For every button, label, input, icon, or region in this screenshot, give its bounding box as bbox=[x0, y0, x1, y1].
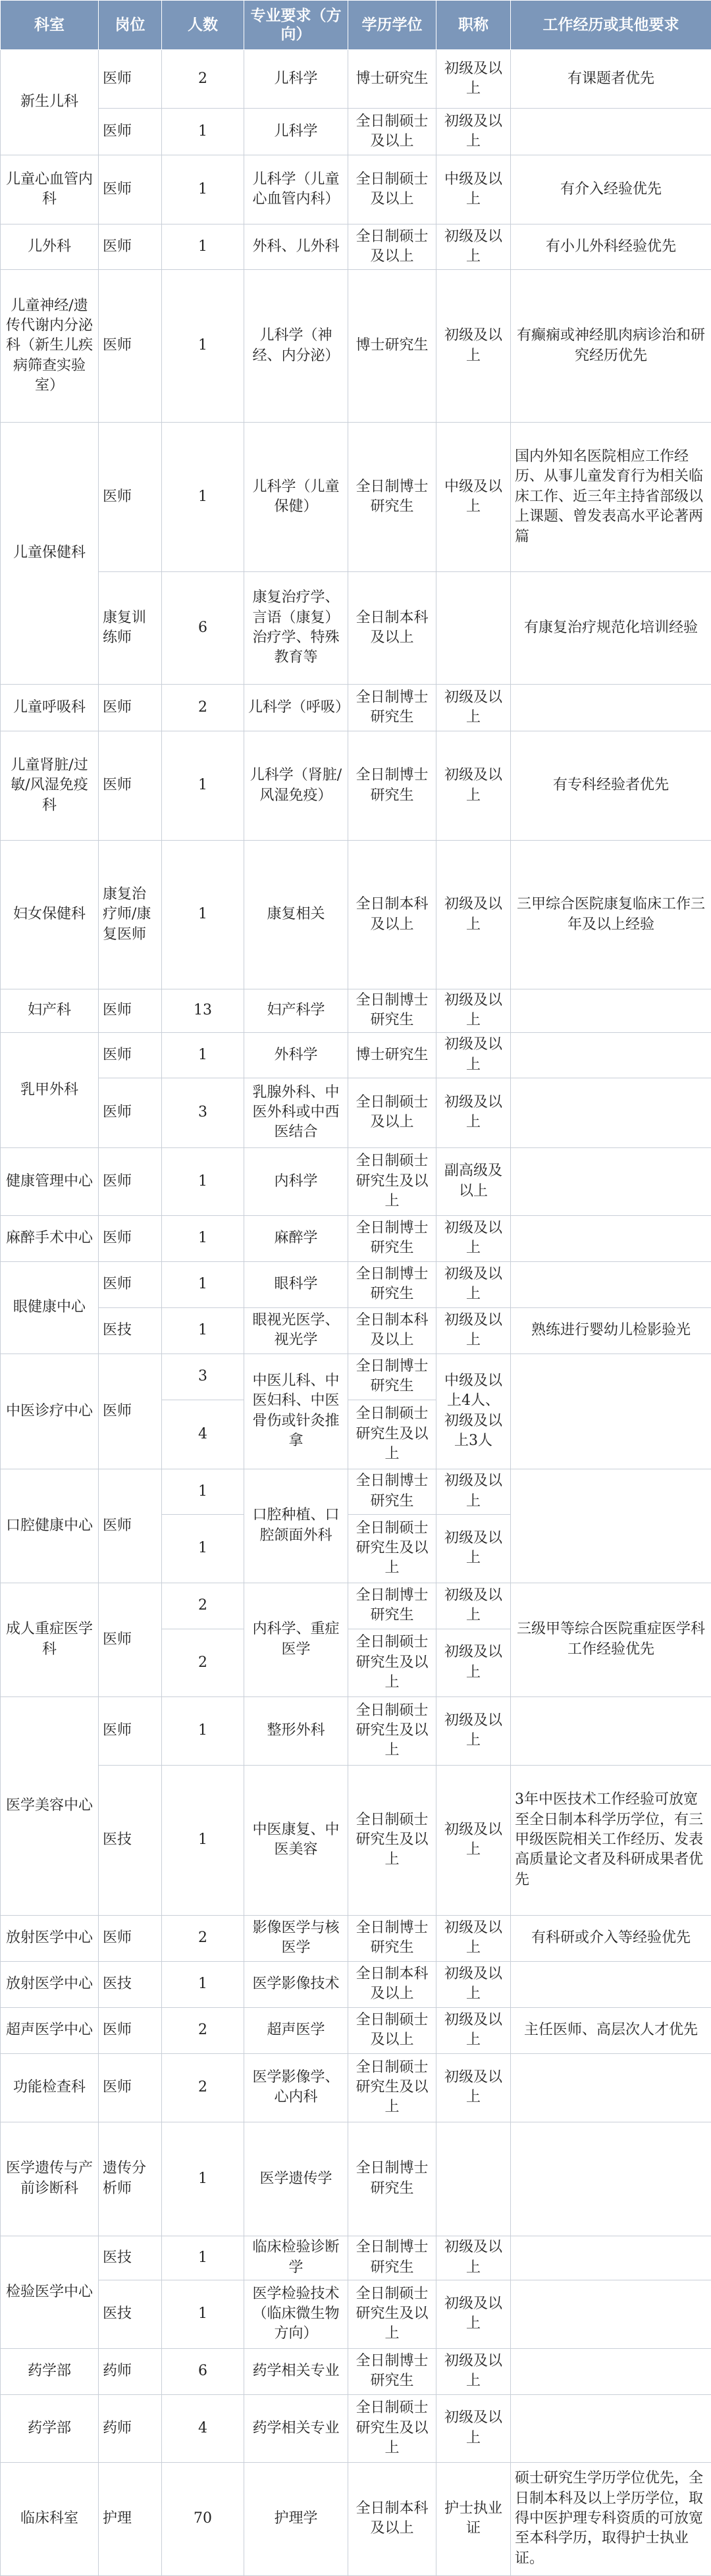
table-cell: 康复治疗师/康复医师 bbox=[99, 841, 162, 989]
table-cell: 初级及以上 bbox=[436, 2007, 511, 2053]
table-cell: 儿外科 bbox=[1, 224, 99, 270]
table-row bbox=[1, 2462, 711, 2575]
table-cell: 医技 bbox=[99, 1765, 162, 1915]
table-row bbox=[1, 2053, 711, 2122]
table-cell: 全日制本科及以上 bbox=[348, 841, 436, 989]
table-cell: 初级及以上 bbox=[436, 270, 511, 423]
table-cell: 儿科学 bbox=[244, 50, 348, 109]
table-cell: 全日制博士研究生 bbox=[348, 423, 436, 572]
table-cell: 全日制硕士研究生及以上 bbox=[348, 2280, 436, 2348]
table-cell: 内科学、重症医学 bbox=[244, 1583, 348, 1696]
table-cell: 全日制博士研究生 bbox=[348, 731, 436, 841]
table-cell: 医师 bbox=[99, 109, 162, 155]
table-cell: 医师 bbox=[99, 989, 162, 1033]
table-row bbox=[1, 1078, 711, 1147]
table-cell: 全日制硕士研究生及以上 bbox=[348, 2053, 436, 2122]
table-cell bbox=[511, 1261, 711, 1307]
table-cell: 全日制博士研究生 bbox=[348, 685, 436, 731]
table-cell: 中医康复、中医美容 bbox=[244, 1765, 348, 1915]
table-cell bbox=[511, 685, 711, 731]
table-cell: 中级及以上 bbox=[436, 423, 511, 572]
table-cell: 70 bbox=[162, 2462, 244, 2575]
table-row bbox=[1, 1147, 711, 1215]
table-cell: 6 bbox=[162, 572, 244, 685]
table-cell: 全日制硕士及以上 bbox=[348, 109, 436, 155]
table-cell: 硕士研究生学历学位优先，全日制本科及以上学历学位，取得中医护理专科资质的可放宽至本科学历，取得护士执业证。 bbox=[511, 2462, 711, 2575]
table-row bbox=[1, 2280, 711, 2348]
table-cell: 影像医学与核医学 bbox=[244, 1915, 348, 1961]
table-cell: 4 bbox=[162, 2394, 244, 2462]
table-cell: 全日制硕士研究生及以上 bbox=[348, 1147, 436, 1215]
table-cell: 医师 bbox=[99, 270, 162, 423]
table-cell bbox=[511, 2348, 711, 2394]
table-cell: 临床科室 bbox=[1, 2462, 99, 2575]
table-cell: 三甲综合医院康复临床工作三年及以上经验 bbox=[511, 841, 711, 989]
table-row bbox=[1, 270, 711, 423]
table-cell: 1 bbox=[162, 1032, 244, 1078]
table-row bbox=[1, 109, 711, 155]
table-cell: 初级及以上 bbox=[436, 2236, 511, 2280]
table-cell: 初级及以上 bbox=[436, 1961, 511, 2007]
table-cell: 中医儿科、中医妇科、中医骨伤或针灸推拿 bbox=[244, 1354, 348, 1469]
table-cell: 医学遗传与产前诊断科 bbox=[1, 2122, 99, 2236]
table-cell: 全日制本科及以上 bbox=[348, 1307, 436, 1354]
table-cell: 初级及以上 bbox=[436, 2394, 511, 2462]
table-cell: 4 bbox=[162, 1400, 244, 1469]
header-department: 科室 bbox=[1, 1, 99, 50]
table-cell bbox=[511, 1078, 711, 1147]
table-cell: 儿童心血管内科 bbox=[1, 155, 99, 224]
table-cell: 全日制硕士及以上 bbox=[348, 2007, 436, 2053]
table-cell: 药师 bbox=[99, 2348, 162, 2394]
table-cell: 医师 bbox=[99, 1696, 162, 1765]
table-cell: 医师 bbox=[99, 224, 162, 270]
table-row bbox=[1, 841, 711, 989]
table-cell: 有介入经验优先 bbox=[511, 155, 711, 224]
table-cell: 国内外知名医院相应工作经历、从事儿童发育行为相关临床工作、近三年主持省部级以上课题、曾发表高水平论著两篇 bbox=[511, 423, 711, 572]
table-cell: 成人重症医学科 bbox=[1, 1583, 99, 1696]
table-row bbox=[1, 1261, 711, 1307]
table-cell: 初级及以上 bbox=[436, 1696, 511, 1765]
table-cell: 有康复治疗规范化培训经验 bbox=[511, 572, 711, 685]
table-cell: 2 bbox=[162, 1629, 244, 1696]
table-cell: 1 bbox=[162, 2236, 244, 2280]
table-row bbox=[1, 685, 711, 731]
header-education: 学历学位 bbox=[348, 1, 436, 50]
table-row bbox=[1, 1583, 711, 1629]
table-cell: 3 bbox=[162, 1354, 244, 1400]
table-cell: 初级及以上 bbox=[436, 2348, 511, 2394]
table-cell: 1 bbox=[162, 155, 244, 224]
table-cell: 1 bbox=[162, 2122, 244, 2236]
table-cell: 眼科学 bbox=[244, 1261, 348, 1307]
table-cell: 中医诊疗中心 bbox=[1, 1354, 99, 1469]
table-cell: 眼视光医学、视光学 bbox=[244, 1307, 348, 1354]
table-cell: 1 bbox=[162, 423, 244, 572]
table-cell: 博士研究生 bbox=[348, 1032, 436, 1078]
table-cell: 中级及以上 bbox=[436, 155, 511, 224]
table-row bbox=[1, 1032, 711, 1078]
table-row bbox=[1, 1696, 711, 1765]
table-cell: 医技 bbox=[99, 2280, 162, 2348]
table-cell bbox=[511, 1147, 711, 1215]
table-cell: 新生儿科 bbox=[1, 50, 99, 155]
table-cell: 遗传分析师 bbox=[99, 2122, 162, 2236]
table-cell: 全日制本科及以上 bbox=[348, 572, 436, 685]
table-cell: 3 bbox=[162, 1078, 244, 1147]
table-cell: 初级及以上 bbox=[436, 989, 511, 1033]
table-cell: 全日制博士研究生 bbox=[348, 2348, 436, 2394]
table-cell: 全日制博士研究生 bbox=[348, 1469, 436, 1514]
table-cell: 1 bbox=[162, 1514, 244, 1583]
table-cell: 口腔健康中心 bbox=[1, 1469, 99, 1583]
table-cell: 初级及以上 bbox=[436, 731, 511, 841]
table-row bbox=[1, 2122, 711, 2236]
table-cell: 三级甲等综合医院重症医学科工作经验优先 bbox=[511, 1583, 711, 1696]
header-row bbox=[1, 1, 711, 50]
table-cell bbox=[511, 2236, 711, 2280]
table-cell: 初级及以上 bbox=[436, 1583, 511, 1629]
table-cell: 儿科学 bbox=[244, 109, 348, 155]
table-cell: 医师 bbox=[99, 2007, 162, 2053]
table-cell: 全日制博士研究生 bbox=[348, 1215, 436, 1261]
header-requirements: 工作经历或其他要求 bbox=[511, 1, 711, 50]
table-cell: 全日制硕士及以上 bbox=[348, 155, 436, 224]
table-cell: 儿童肾脏/过敏/风湿免疫科 bbox=[1, 731, 99, 841]
table-row bbox=[1, 1469, 711, 1514]
table-cell: 全日制硕士及以上 bbox=[348, 224, 436, 270]
table-cell bbox=[511, 1354, 711, 1469]
table-row bbox=[1, 1915, 711, 1961]
table-cell: 眼健康中心 bbox=[1, 1261, 99, 1354]
table-cell: 医师 bbox=[99, 423, 162, 572]
table-row bbox=[1, 1765, 711, 1915]
table-cell: 初级及以上 bbox=[436, 224, 511, 270]
table-cell: 儿科学（肾脏/风湿免疫） bbox=[244, 731, 348, 841]
table-row bbox=[1, 731, 711, 841]
table-cell: 2 bbox=[162, 50, 244, 109]
table-cell: 医技 bbox=[99, 1961, 162, 2007]
table-cell: 儿童神经/遗传代谢内分泌科（新生儿疾病筛查实验室） bbox=[1, 270, 99, 423]
table-cell: 医学美容中心 bbox=[1, 1696, 99, 1915]
table-cell bbox=[511, 1961, 711, 2007]
table-cell: 全日制博士研究生 bbox=[348, 1261, 436, 1307]
table-cell bbox=[511, 989, 711, 1033]
table-cell: 13 bbox=[162, 989, 244, 1033]
table-cell: 临床检验诊断学 bbox=[244, 2236, 348, 2280]
table-row bbox=[1, 1961, 711, 2007]
table-row bbox=[1, 155, 711, 224]
table-cell: 儿童保健科 bbox=[1, 423, 99, 685]
table-cell: 1 bbox=[162, 109, 244, 155]
table-cell: 医师 bbox=[99, 2053, 162, 2122]
table-cell: 超声医学中心 bbox=[1, 2007, 99, 2053]
table-cell: 妇女保健科 bbox=[1, 841, 99, 989]
table-cell: 健康管理中心 bbox=[1, 1147, 99, 1215]
table-cell: 全日制博士研究生 bbox=[348, 1583, 436, 1629]
table-cell: 医师 bbox=[99, 685, 162, 731]
table-cell: 儿科学（儿童保健） bbox=[244, 423, 348, 572]
table-cell: 有科研或介入等经验优先 bbox=[511, 1915, 711, 1961]
table-cell: 初级及以上 bbox=[436, 1915, 511, 1961]
table-cell: 妇产科 bbox=[1, 989, 99, 1033]
table-cell: 1 bbox=[162, 1261, 244, 1307]
table-cell bbox=[511, 1032, 711, 1078]
table-cell: 医师 bbox=[99, 731, 162, 841]
table-cell: 医师 bbox=[99, 1583, 162, 1696]
table-cell: 初级及以上 bbox=[436, 1215, 511, 1261]
table-cell: 医学遗传学 bbox=[244, 2122, 348, 2236]
table-cell: 1 bbox=[162, 1961, 244, 2007]
table-cell: 有专科经验者优先 bbox=[511, 731, 711, 841]
table-cell: 有课题者优先 bbox=[511, 50, 711, 109]
table-cell: 超声医学 bbox=[244, 2007, 348, 2053]
table-cell: 1 bbox=[162, 731, 244, 841]
table-cell: 医师 bbox=[99, 1078, 162, 1147]
table-cell: 乳甲外科 bbox=[1, 1032, 99, 1147]
table-cell: 初级及以上 bbox=[436, 1765, 511, 1915]
table-cell: 2 bbox=[162, 2007, 244, 2053]
table-cell: 初级及以上 bbox=[436, 1032, 511, 1078]
table-cell: 护理学 bbox=[244, 2462, 348, 2575]
table-cell: 药学相关专业 bbox=[244, 2348, 348, 2394]
table-cell: 熟练进行婴幼儿检影验光 bbox=[511, 1307, 711, 1354]
table-cell: 全日制本科及以上 bbox=[348, 1961, 436, 2007]
table-cell: 初级及以上 bbox=[436, 1261, 511, 1307]
table-cell bbox=[511, 1696, 711, 1765]
table-cell: 麻醉手术中心 bbox=[1, 1215, 99, 1261]
table-cell: 康复训练师 bbox=[99, 572, 162, 685]
table-cell: 外科学 bbox=[244, 1032, 348, 1078]
table-cell: 全日制硕士研究生及以上 bbox=[348, 1696, 436, 1765]
table-cell: 3年中医技术工作经验可放宽至全日制本科学历学位，有三甲级医院相关工作经历、发表高质量论文者及科研成果者优先 bbox=[511, 1765, 711, 1915]
table-cell: 功能检查科 bbox=[1, 2053, 99, 2122]
table-cell bbox=[511, 1215, 711, 1261]
table-cell: 副高级及以上 bbox=[436, 1147, 511, 1215]
table-cell bbox=[511, 2394, 711, 2462]
table-cell: 全日制硕士及以上 bbox=[348, 1078, 436, 1147]
table-cell: 2 bbox=[162, 2053, 244, 2122]
table-cell: 麻醉学 bbox=[244, 1215, 348, 1261]
table-row bbox=[1, 2348, 711, 2394]
table-cell: 全日制博士研究生 bbox=[348, 2122, 436, 2236]
table-cell: 全日制博士研究生 bbox=[348, 2236, 436, 2280]
table-cell: 初级及以上 bbox=[436, 1629, 511, 1696]
table-cell: 博士研究生 bbox=[348, 270, 436, 423]
table-cell bbox=[511, 2053, 711, 2122]
table-cell: 1 bbox=[162, 1215, 244, 1261]
table-header bbox=[1, 1, 711, 50]
table-cell: 1 bbox=[162, 1696, 244, 1765]
header-major: 专业要求（方向） bbox=[244, 1, 348, 50]
table-cell: 妇产科学 bbox=[244, 989, 348, 1033]
table-cell: 2 bbox=[162, 1583, 244, 1629]
table-cell: 1 bbox=[162, 1147, 244, 1215]
table-cell: 放射医学中心 bbox=[1, 1961, 99, 2007]
table-cell: 医技 bbox=[99, 2236, 162, 2280]
table-cell: 儿科学（呼吸） bbox=[244, 685, 348, 731]
table-cell: 1 bbox=[162, 1469, 244, 1514]
table-cell bbox=[511, 109, 711, 155]
table-cell: 初级及以上 bbox=[436, 685, 511, 731]
table-body bbox=[1, 50, 711, 2576]
table-cell: 全日制博士研究生 bbox=[348, 1915, 436, 1961]
table-cell bbox=[511, 2122, 711, 2236]
table-cell: 主任医师、高层次人才优先 bbox=[511, 2007, 711, 2053]
table-cell: 全日制硕士研究生及以上 bbox=[348, 1629, 436, 1696]
table-cell: 全日制硕士研究生及以上 bbox=[348, 1514, 436, 1583]
table-row bbox=[1, 2236, 711, 2280]
table-cell: 1 bbox=[162, 841, 244, 989]
table-cell: 医学影像技术 bbox=[244, 1961, 348, 2007]
table-cell: 1 bbox=[162, 2280, 244, 2348]
table-cell: 2 bbox=[162, 685, 244, 731]
table-cell: 医技 bbox=[99, 1307, 162, 1354]
table-cell: 药学相关专业 bbox=[244, 2394, 348, 2462]
table-cell: 医学检验技术（临床微生物方向） bbox=[244, 2280, 348, 2348]
table-row bbox=[1, 1354, 711, 1400]
table-cell: 初级及以上 bbox=[436, 2053, 511, 2122]
table-cell: 初级及以上 bbox=[436, 1078, 511, 1147]
table-cell: 初级及以上 bbox=[436, 1469, 511, 1514]
table-row bbox=[1, 1307, 711, 1354]
table-cell: 全日制本科及以上 bbox=[348, 2462, 436, 2575]
table-cell: 医师 bbox=[99, 1261, 162, 1307]
table-cell: 初级及以上 bbox=[436, 1307, 511, 1354]
table-row bbox=[1, 2007, 711, 2053]
table-cell: 医学影像学、心内科 bbox=[244, 2053, 348, 2122]
table-cell: 医师 bbox=[99, 1469, 162, 1583]
table-cell bbox=[436, 572, 511, 685]
table-cell: 医师 bbox=[99, 1915, 162, 1961]
table-cell bbox=[511, 1469, 711, 1583]
table-cell: 全日制硕士研究生及以上 bbox=[348, 1400, 436, 1469]
table-row bbox=[1, 572, 711, 685]
table-cell: 初级及以上 bbox=[436, 2280, 511, 2348]
table-cell: 整形外科 bbox=[244, 1696, 348, 1765]
table-cell: 1 bbox=[162, 1307, 244, 1354]
table-cell: 医师 bbox=[99, 50, 162, 109]
table-cell: 护理 bbox=[99, 2462, 162, 2575]
table-cell: 医师 bbox=[99, 1215, 162, 1261]
table-cell: 康复相关 bbox=[244, 841, 348, 989]
table-cell: 儿童呼吸科 bbox=[1, 685, 99, 731]
table-cell: 医师 bbox=[99, 1354, 162, 1469]
header-title: 职称 bbox=[436, 1, 511, 50]
header-position: 岗位 bbox=[99, 1, 162, 50]
table-cell: 1 bbox=[162, 270, 244, 423]
table-cell: 康复治疗学、言语（康复）治疗学、特殊教育等 bbox=[244, 572, 348, 685]
table-cell: 检验医学中心 bbox=[1, 2236, 99, 2348]
table-cell: 2 bbox=[162, 1915, 244, 1961]
table-row bbox=[1, 989, 711, 1033]
table-cell: 医师 bbox=[99, 155, 162, 224]
table-cell: 初级及以上 bbox=[436, 50, 511, 109]
table-row bbox=[1, 423, 711, 572]
table-cell: 药学部 bbox=[1, 2348, 99, 2394]
table-cell: 药师 bbox=[99, 2394, 162, 2462]
header-headcount: 人数 bbox=[162, 1, 244, 50]
table-cell: 儿科学（神经、内分泌） bbox=[244, 270, 348, 423]
table-cell: 6 bbox=[162, 2348, 244, 2394]
table-cell: 初级及以上 bbox=[436, 841, 511, 989]
table-cell: 全日制硕士研究生及以上 bbox=[348, 1765, 436, 1915]
table-cell bbox=[436, 2122, 511, 2236]
table-cell: 初级及以上 bbox=[436, 109, 511, 155]
table-cell: 儿科学（儿童心血管内科） bbox=[244, 155, 348, 224]
table-cell: 全日制博士研究生 bbox=[348, 1354, 436, 1400]
table-cell: 医师 bbox=[99, 1032, 162, 1078]
table-cell: 全日制硕士研究生及以上 bbox=[348, 2394, 436, 2462]
table-cell bbox=[511, 2280, 711, 2348]
table-cell: 全日制博士研究生 bbox=[348, 989, 436, 1033]
table-cell: 1 bbox=[162, 224, 244, 270]
table-cell: 有癫痫或神经肌肉病诊治和研究经历优先 bbox=[511, 270, 711, 423]
table-row bbox=[1, 50, 711, 109]
table-cell: 内科学 bbox=[244, 1147, 348, 1215]
table-cell: 初级及以上 bbox=[436, 1514, 511, 1583]
table-cell: 外科、儿外科 bbox=[244, 224, 348, 270]
table-cell: 乳腺外科、中医外科或中西医结合 bbox=[244, 1078, 348, 1147]
table-cell: 医师 bbox=[99, 1147, 162, 1215]
table-cell: 放射医学中心 bbox=[1, 1915, 99, 1961]
table-cell: 中级及以上4人、初级及以上3人 bbox=[436, 1354, 511, 1469]
table-row bbox=[1, 1215, 711, 1261]
table-row bbox=[1, 224, 711, 270]
table-cell: 1 bbox=[162, 1765, 244, 1915]
table-cell: 有小儿外科经验优先 bbox=[511, 224, 711, 270]
table-cell: 口腔种植、口腔颌面外科 bbox=[244, 1469, 348, 1583]
table-cell: 药学部 bbox=[1, 2394, 99, 2462]
table-cell: 博士研究生 bbox=[348, 50, 436, 109]
table-cell: 护士执业证 bbox=[436, 2462, 511, 2575]
table-row bbox=[1, 2394, 711, 2462]
